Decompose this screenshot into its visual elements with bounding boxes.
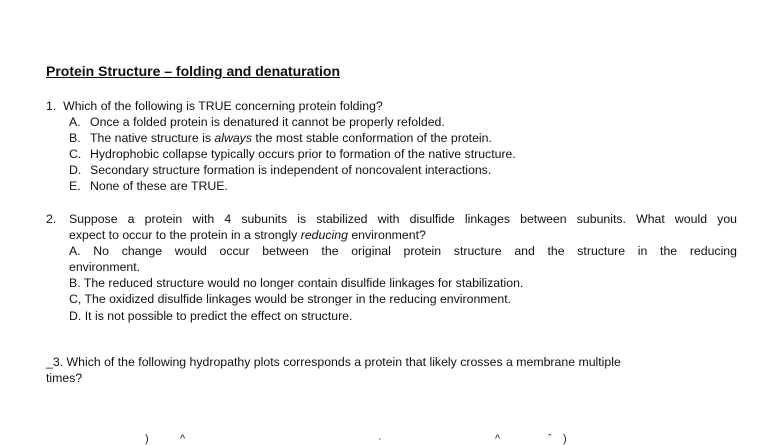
question-3-line-1: _3. Which of the following hydropathy plots corresponds a protein that likely crosses a membrane multiple: [46, 355, 621, 369]
plot-fragment: ˆ: [548, 433, 552, 445]
question-1-stem: [46, 98, 383, 114]
question-1-option-a: [69, 114, 445, 130]
question-1-option-d: [69, 162, 491, 178]
option-text-pre: The native structure is: [90, 131, 215, 145]
question-1-number: 1.: [46, 99, 57, 113]
option-text: None of these are TRUE.: [90, 179, 228, 193]
question-2-option-a-line-1: A. No change would occur between the original protein structure and the structure in the reducing: [69, 244, 737, 258]
question-2-option-c: C, The oxidized disulfide linkages would be stronger in the reducing environment.: [69, 292, 512, 306]
question-1-text: Which of the following is TRUE concerning protein folding?: [63, 99, 383, 113]
option-text: Secondary structure formation is independent of noncovalent interactions.: [90, 163, 492, 177]
plot-fragment: ^: [495, 433, 501, 445]
plot-fragment: ): [563, 433, 567, 445]
option-text-post: the most stable conformation of the protein.: [251, 131, 492, 145]
question-2-option-a-line-2: environment.: [69, 260, 141, 274]
option-letter: A.: [69, 115, 81, 129]
question-2-stem-line-2: [69, 227, 426, 243]
option-letter: B.: [69, 131, 81, 145]
question-2-stem-line-1: Suppose a protein with 4 subunits is stabilized with disulfide linkages between subunits. What would you: [69, 212, 737, 226]
option-text: Hydrophobic collapse typically occurs prior to formation of the native structure.: [90, 147, 516, 161]
stem-text-post: environment?: [347, 228, 426, 242]
document-title: Protein Structure – folding and denaturation: [46, 63, 341, 79]
stem-text-emphasis: reducing: [300, 228, 348, 242]
stem-text-pre: expect to occur to the protein in a strongly: [69, 228, 301, 242]
question-2-option-b: B. The reduced structure would no longer contain disulfide linkages for stabilization.: [69, 276, 524, 290]
question-1-option-b: [69, 130, 492, 146]
question-2-number: 2.: [46, 212, 57, 226]
option-letter: D.: [69, 163, 82, 177]
plot-fragment: ): [145, 433, 149, 445]
option-text: Once a folded protein is denatured it cannot be properly refolded.: [90, 115, 445, 129]
plot-fragment: ^: [180, 433, 186, 445]
plot-fragment: ·: [378, 433, 382, 445]
option-text-emphasis: always: [214, 131, 252, 145]
question-2-option-d: D. It is not possible to predict the effect on structure.: [69, 309, 353, 323]
question-3-line-2: times?: [46, 371, 83, 385]
question-1-option-e: [69, 178, 228, 194]
option-letter: C.: [69, 147, 82, 161]
question-1-option-c: [69, 146, 516, 162]
option-letter: E.: [69, 179, 81, 193]
